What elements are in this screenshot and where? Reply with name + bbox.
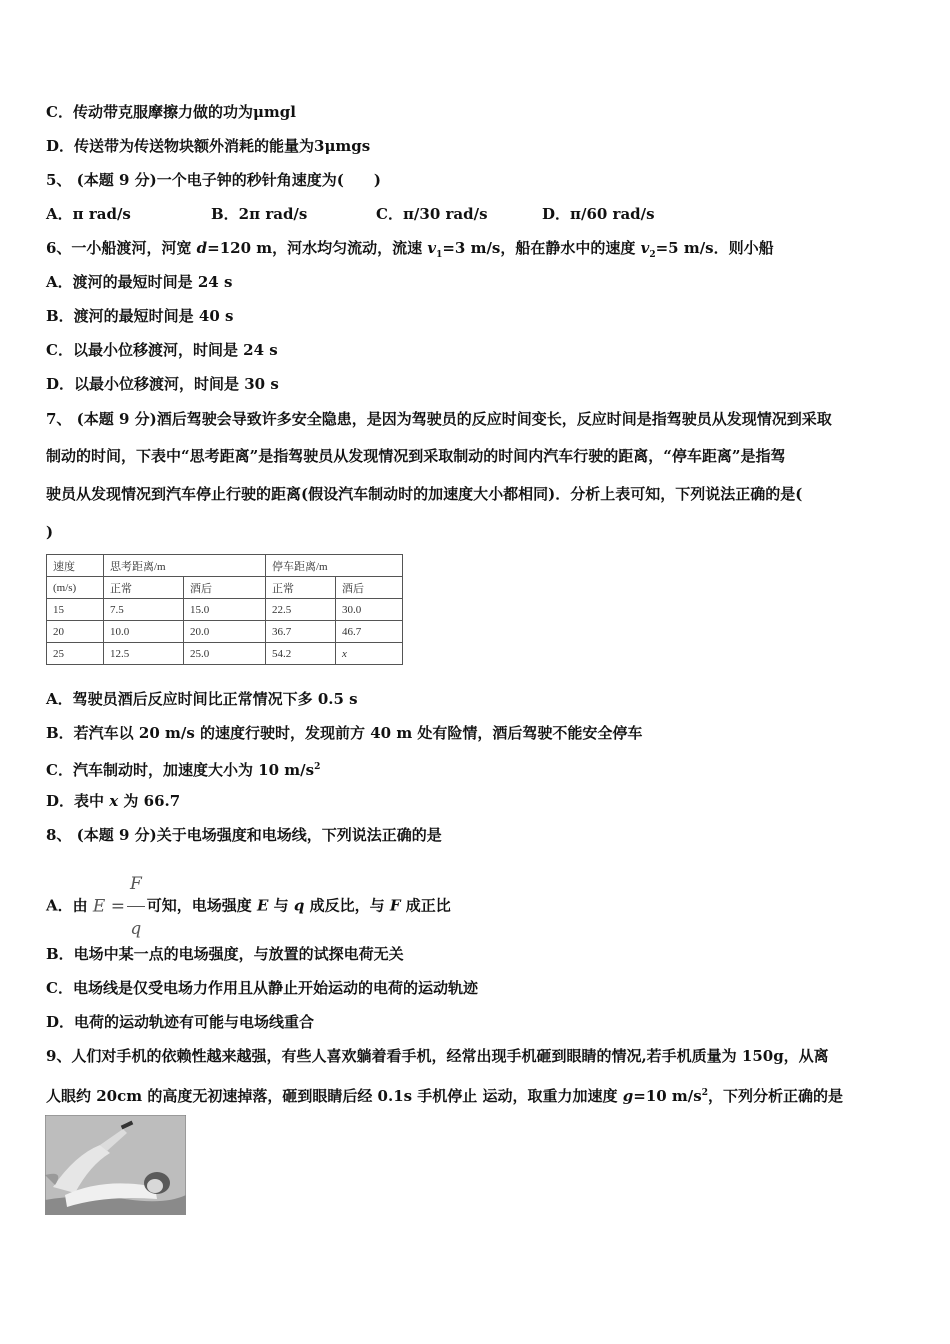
th-sub: 正常 [266,577,336,599]
q8-option-d: D．电荷的运动轨迹有可能与电场线重合 [46,1013,315,1031]
question-8: 8、 (本题 9 分)关于电场强度和电场线，下列说法正确的是 [46,826,442,844]
th-think-distance: 思考距离/m [104,555,266,577]
q5-option-a: A．π rad/s [46,205,131,223]
table-row [47,643,403,665]
table-cell: 10.0 [104,621,184,643]
q5-option-b: B．2π rad/s [211,205,308,223]
table-row [47,621,403,643]
th-speed: 速度 [47,555,104,577]
q5-option-c: C．π/30 rad/s [376,205,488,223]
th-sub: 酒后 [336,577,403,599]
table-cell: 30.0 [336,599,403,621]
q7-option-a: A．驾驶员酒后反应时间比正常情况下多 0.5 s [46,690,358,708]
table-cell: 20 [47,621,104,643]
question-5: 5、 (本题 9 分)一个电子钟的秒针角速度为( ) [46,171,381,189]
distance-table [46,554,403,665]
q5-option-d: D．π/60 rad/s [542,205,655,223]
table-cell: 25.0 [184,643,266,665]
question-7-line4: ) [46,523,54,541]
q7-option-b: B．若汽车以 20 m/s 的速度行驶时，发现前方 40 m 处有险情，酒后驾驶不能安全停车 [46,724,643,742]
table-cell: 54.2 [266,643,336,665]
th-unit: (m/s) [47,577,104,599]
table-cell: x [336,643,403,665]
person-lying-with-phone-photo [45,1115,186,1215]
question-7-line1: 7、 (本题 9 分)酒后驾驶会导致许多安全隐患，是因为驾驶员的反应时间变长，反应时间是指驾驶员从发现情况到采取 [46,410,832,428]
q6-option-d: D．以最小位移渡河，时间是 30 s [46,375,279,393]
table-cell: 20.0 [184,621,266,643]
option-c-prev: C．传动带克服摩擦力做的功为μmgl [46,103,296,121]
question-5-options [46,204,655,224]
th-sub: 酒后 [184,577,266,599]
q6-option-b: B．渡河的最短时间是 40 s [46,307,234,325]
q8-option-c: C．电场线是仅受电场力作用且从静止开始运动的电荷的运动轨迹 [46,979,478,997]
q8-option-a: A．由 E = $\frac{F}{q}$ 可知，电场强度 E 与 q 成反比，与 F 成正比 [46,862,451,951]
question-6: 6、一小船渡河，河宽 d=120 m，河水均匀流动，流速 $v_1=3$ m/s，船在静水中的速度 $v_2=5$ m/s．则小船 [46,239,774,260]
table-cell: 46.7 [336,621,403,643]
question-7-line2: 制动的时间，下表中“思考距离”是指驾驶员从发现情况到采取制动的时间内汽车行驶的距离，“停车距离”是指驾 [46,447,786,465]
option-d-prev: D．传送带为传送物块额外消耗的能量为3μmgs [46,137,371,155]
question-7-line3: 驶员从发现情况到汽车停止行驶的距离(假设汽车制动时的加速度大小都相同)．分析上表可知，下列说法正确的是( [46,485,803,503]
th-sub: 正常 [104,577,184,599]
q6-option-c: C．以最小位移渡河，时间是 24 s [46,341,278,359]
th-stop-distance: 停车距离/m [266,555,403,577]
table-cell: 12.5 [104,643,184,665]
table-cell: 22.5 [266,599,336,621]
table-cell: 7.5 [104,599,184,621]
table-row [47,599,403,621]
q7-option-d: D．表中 x 为 66.7 [46,792,181,810]
table-cell: 25 [47,643,104,665]
table-cell: 15.0 [184,599,266,621]
formula-fraction: $\frac{F}{q}$ [127,862,145,951]
question-9-line2: 人眼约 20cm 的高度无初速掉落，砸到眼睛后经 0.1s 手机停止 运动，取重力加速度 g=10 $m/s^2$，下列分析正确的是 [46,1087,844,1105]
table-cell: 15 [47,599,104,621]
q8-option-b: B．电场中某一点的电场强度，与放置的试探电荷无关 [46,945,404,963]
q6-option-a: A．渡河的最短时间是 24 s [46,273,233,291]
q7-option-c: C．汽车制动时，加速度大小为 10 $m/s^2$ [46,761,321,779]
question-9-line1: 9、人们对手机的依赖性越来越强，有些人喜欢躺着看手机，经常出现手机砸到眼睛的情况,若手机质量为 150g，从离 [46,1047,829,1065]
table-cell: 36.7 [266,621,336,643]
